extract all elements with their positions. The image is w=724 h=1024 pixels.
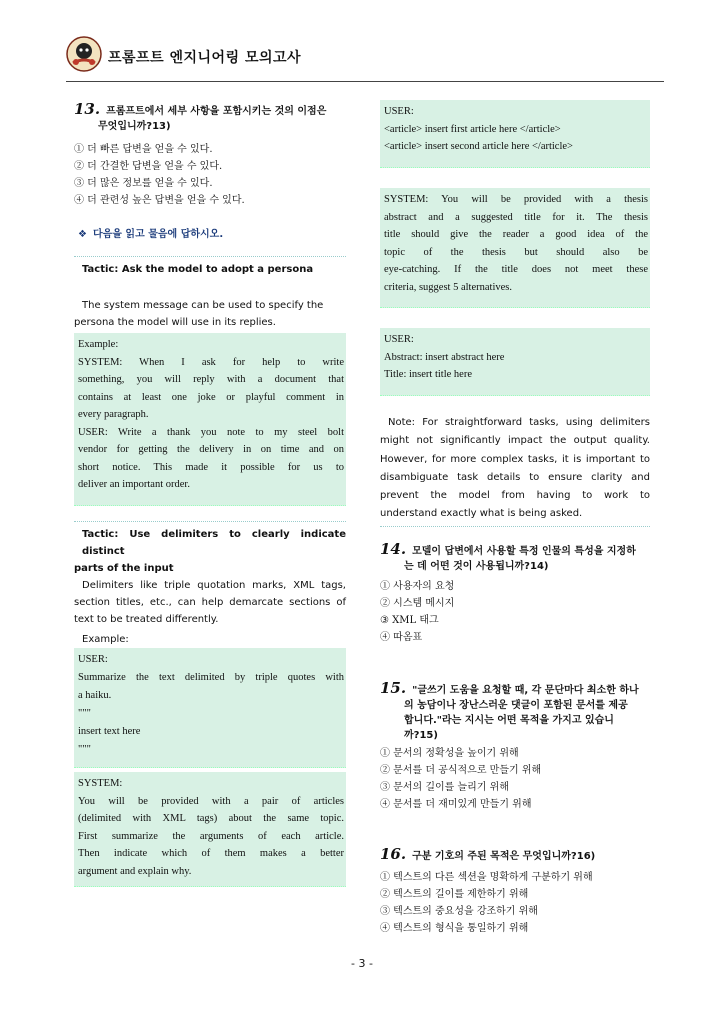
question-text: "글쓰기 도움을 요청할 때, 각 문단마다 최소한 하나: [412, 685, 639, 696]
box-line: <article> insert second article here </article>: [384, 141, 573, 152]
box-line: USER: Write a thank you note to my steel bolt: [78, 426, 344, 438]
page-number: - 3 -: [351, 957, 373, 970]
question-number: 13.: [74, 100, 101, 118]
abstract-user-box: [380, 328, 650, 396]
question-14: [380, 541, 660, 574]
option-4[interactable]: ④ 문서를 더 재미있게 만들기 위해: [380, 799, 532, 810]
box-line: abstract and a suggested title for it. The thesis: [384, 211, 648, 223]
question-number: 16.: [380, 845, 407, 863]
page-title: 프롬프트 엔지니어링 모의고사: [108, 50, 302, 66]
option-3[interactable]: ③ 문서의 길이를 늘리기 위해: [380, 782, 509, 793]
q14-options: [380, 578, 454, 646]
option-2[interactable]: ② 더 간결한 답변을 얻을 수 있다.: [74, 161, 223, 172]
option-2[interactable]: ② 문서를 더 공식적으로 만들기 위해: [380, 765, 542, 776]
box-line: contains at least one joke or playful comment in: [78, 391, 344, 403]
box-line: SYSTEM: When I ask for help to write: [78, 356, 344, 368]
question-text-cont: 합니다."라는 지시는 어떤 목적을 가지고 있습니: [404, 715, 614, 726]
box-line: a haiku.: [78, 690, 112, 701]
paragraph-line: section titles, etc., can help demarcate sections of: [74, 597, 346, 608]
box-line: something, you will reply with a document that: [78, 374, 344, 385]
option-3[interactable]: ③ 더 많은 정보를 얻을 수 있다.: [74, 178, 213, 189]
box-line: USER:: [78, 654, 108, 665]
example-label: Example:: [82, 634, 129, 645]
thesis-system-box: [380, 188, 650, 308]
option-3[interactable]: ③ 텍스트의 중요성을 강조하기 위해: [380, 906, 538, 917]
box-line: """: [78, 744, 91, 755]
tactic-heading-cont: parts of the input: [74, 563, 174, 574]
option-4[interactable]: ④ 따옴표: [380, 632, 423, 643]
logo-icon: [66, 36, 102, 72]
question-text: 모델이 답변에서 사용할 특정 인물의 특성을 지정하: [412, 546, 636, 557]
box-line: title should give the reader a good idea of the: [384, 229, 648, 240]
question-number: 15.: [380, 679, 407, 697]
box-line: SYSTEM:: [78, 778, 123, 789]
paragraph-line: Delimiters like triple quotation marks, XML tags,: [82, 580, 346, 591]
box-line: SYSTEM: You will be provided with a thesis: [384, 194, 648, 205]
note-line: prevent the model from having to work to: [380, 490, 650, 502]
question-16: [380, 846, 660, 864]
box-line: Abstract: insert abstract here: [384, 351, 505, 363]
paragraph-line: persona the model will use in its replies.: [74, 317, 276, 328]
q15-options: [380, 745, 541, 813]
option-2[interactable]: ② 텍스트의 길이를 제한하기 위해: [380, 889, 529, 900]
box-line: USER:: [384, 106, 414, 117]
question-text: 구분 기호의 주된 목적은 무엇입니까?16): [412, 851, 596, 862]
option-1[interactable]: ① 더 빠른 답변을 얻을 수 있다.: [74, 144, 213, 155]
option-1[interactable]: ① 문서의 정확성을 높이기 위해: [380, 748, 519, 759]
box-line: You will be provided with a pair of articles: [78, 795, 344, 807]
option-1[interactable]: ① 텍스트의 다른 섹션을 명확하게 구분하기 위해: [380, 872, 593, 883]
box-line: """: [78, 708, 91, 719]
box-line: argument and explain why.: [78, 865, 192, 877]
box-line: eye-catching. If the title does not meet these: [384, 264, 648, 275]
option-2[interactable]: ② 시스템 메시지: [380, 598, 455, 609]
directive-text: 다음을 읽고 물음에 답하시오.: [92, 229, 224, 240]
box-line: criteria, suggest 5 alternatives.: [384, 281, 512, 293]
page-header: [66, 36, 666, 80]
box-line: First summarize the arguments of each article.: [78, 830, 344, 842]
question-text: 프롬프트에서 세부 사항을 포함시키는 것의 이점은: [106, 106, 327, 117]
note-line: Note: For straightforward tasks, using delimiters: [388, 417, 650, 428]
question-text-cont: 는 데 어떤 것이 사용됩니까?14): [404, 561, 549, 572]
system-example-box: [74, 772, 346, 887]
header-divider: [66, 81, 664, 82]
box-line: Summarize the text delimited by triple quotes with: [78, 672, 344, 683]
box-line: Title: insert title here: [384, 369, 472, 380]
tactic-heading: Tactic: Use delimiters to clearly indicate distinct: [82, 529, 346, 557]
question-text-cont: 의 농담이나 장난스러운 댓글이 포함된 문서를 제공: [404, 700, 628, 711]
note-line: understand exactly what is being asked.: [380, 508, 583, 520]
persona-tactic: [74, 256, 346, 278]
q13-options: [74, 141, 245, 209]
box-line: every paragraph.: [78, 409, 149, 420]
note-line: might not significantly impact the output quality.: [380, 435, 650, 447]
note-line: However, for more complex tasks, it is important to: [380, 453, 650, 465]
question-15: [380, 680, 660, 743]
delimiter-example-box: [74, 648, 346, 768]
q16-options: [380, 869, 593, 937]
paragraph-line: text to be treated differently.: [74, 614, 219, 625]
question-text-cont: 무엇입니까?13): [98, 121, 171, 132]
box-line: deliver an important order.: [78, 479, 190, 490]
tactic-heading: Tactic: Ask the model to adopt a persona: [82, 264, 314, 275]
persona-example-box: [74, 333, 346, 506]
box-line: (delimited with XML tags) about the same topic.: [78, 813, 344, 824]
note-line: disambiguate task details to ensure clarity and: [380, 471, 650, 483]
option-1[interactable]: ① 사용자의 요청: [380, 581, 455, 592]
box-line: Then indicate which of them makes a better: [78, 848, 344, 859]
option-4[interactable]: ④ 더 관련성 높은 답변을 얻을 수 있다.: [74, 195, 245, 206]
option-3[interactable]: ③ XML 태그: [380, 615, 439, 626]
box-line: insert text here: [78, 726, 141, 737]
box-line: USER:: [384, 334, 414, 345]
question-13: [74, 101, 349, 134]
diamond-icon: ❖: [78, 229, 87, 240]
article-example-box: [380, 100, 650, 168]
reading-directive: [78, 225, 223, 240]
box-line: Example:: [78, 339, 119, 350]
box-line: topic of the thesis but should also be: [384, 246, 648, 258]
option-4[interactable]: ④ 텍스트의 형식을 통일하기 위해: [380, 923, 529, 934]
box-line: vendor for getting the delivery in on time and on: [78, 444, 344, 455]
delimiter-tactic: [74, 521, 346, 628]
box-line: <article> insert first article here </article>: [384, 123, 561, 135]
question-text-cont: 까?15): [404, 730, 438, 741]
question-number: 14.: [380, 540, 407, 558]
paragraph-line: The system message can be used to specify the: [82, 300, 324, 311]
box-line: short notice. This made it possible for us to: [78, 461, 344, 473]
note-paragraph: [380, 414, 650, 527]
persona-paragraph: [74, 297, 344, 331]
